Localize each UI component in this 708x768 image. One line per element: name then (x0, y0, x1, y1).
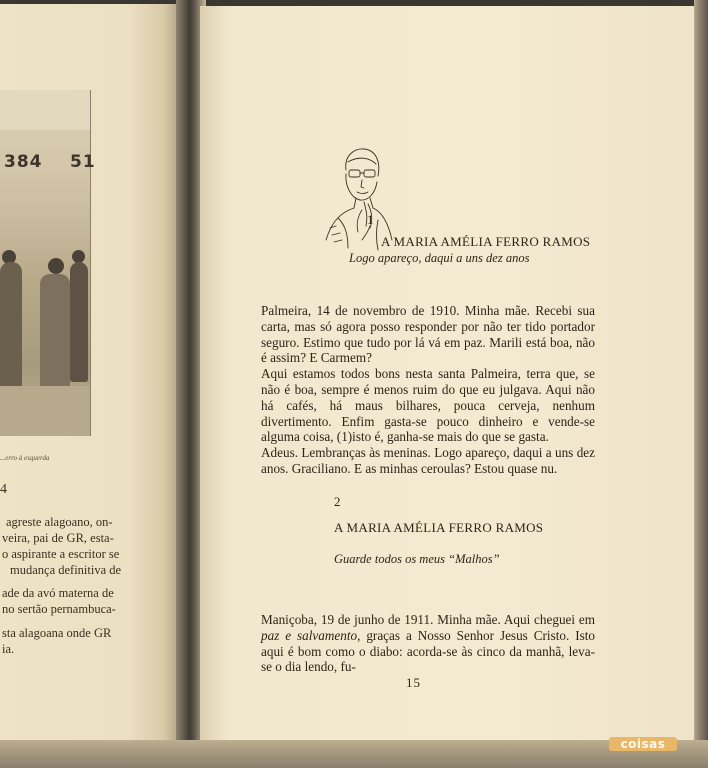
left-chapter-number: 4 (0, 482, 7, 497)
scan-edge-right (694, 0, 708, 768)
left-text-line: agreste alagoano, on- (6, 515, 113, 529)
letter-paragraph: Palmeira, 14 de novembro de 1910. Minha mãe. Recebi sua carta, mas só agora posso responder por não ter tido portador seguro. Estimo que tudo por lá vá em paz. Marili está boa, não é assim? E Carmem? (261, 303, 595, 366)
letter-paragraph: Adeus. Lembranças às meninas. Logo apareço, daqui a uns dez anos. Graciliano. E as minhas ceroulas? Estou quase nu. (261, 445, 595, 476)
photo-caption: ...erro à esquerda (0, 454, 50, 462)
right-page (200, 6, 694, 740)
letter-paragraph: Aqui estamos todos bons nesta santa Palmeira, terra que, se não é boa, sempre é menos ruim do que eu julgava. Aqui não há cafés, há maus bilhares, pouca cerveja, nenhum divertimento. Enfim gasta-se pouco dinheiro e vende-se alguma coisa, (1)isto é, ganha-se mais do que se gasta. (261, 366, 595, 445)
photo-number-left: 384 (4, 152, 43, 172)
left-text-line: veira, pai de GR, esta- (2, 531, 114, 545)
letter-number: 1 (367, 212, 374, 227)
historical-photo (0, 90, 96, 436)
left-text-line: mudança definitiva de (10, 563, 122, 577)
letter-body (261, 303, 595, 477)
letter-text: Maniçoba, 19 de junho de 1911. Minha mãe. Aqui cheguei em (261, 612, 595, 627)
letter-number: 2 (334, 494, 341, 509)
photo-ground (0, 386, 90, 436)
page-number: 15 (406, 675, 421, 690)
letter-text-italic: paz e salvamento (261, 627, 358, 643)
left-text-line: o aspirante a escritor se (2, 547, 120, 561)
left-page (0, 4, 182, 754)
letter-recipient: A MARIA AMÉLIA FERRO RAMOS (381, 234, 591, 249)
book-bottom-edge (0, 740, 708, 768)
photo-figure-head (48, 258, 64, 274)
photo-figure-soldier (0, 262, 22, 402)
letter-epigraph: Guarde todos os meus “Malhos” (334, 552, 500, 566)
left-text-line: sta alagoana onde GR (2, 626, 112, 640)
left-text-line: ade da avó materna de (2, 586, 114, 600)
watermark-logo: coisas (609, 737, 677, 751)
letter-paragraph (261, 612, 595, 675)
left-text-line: no sertão pernambuca- (2, 602, 116, 616)
photo-building-wall (0, 90, 90, 130)
letter-text: , graças a Nosso Senhor Jesus Cristo. Isto aqui é bom como o diabo: acorda-se às cinco da manhã, leva-se o dia lendo, fu- (261, 627, 595, 675)
photo-number-right: 51 (70, 152, 96, 172)
letter-epigraph: Logo apareço, daqui a uns dez anos (349, 251, 530, 265)
photo-figure-soldier (70, 262, 88, 382)
letter-body (261, 612, 595, 675)
letter-recipient: A MARIA AMÉLIA FERRO RAMOS (334, 520, 544, 535)
left-text-line: ia. (2, 642, 15, 656)
